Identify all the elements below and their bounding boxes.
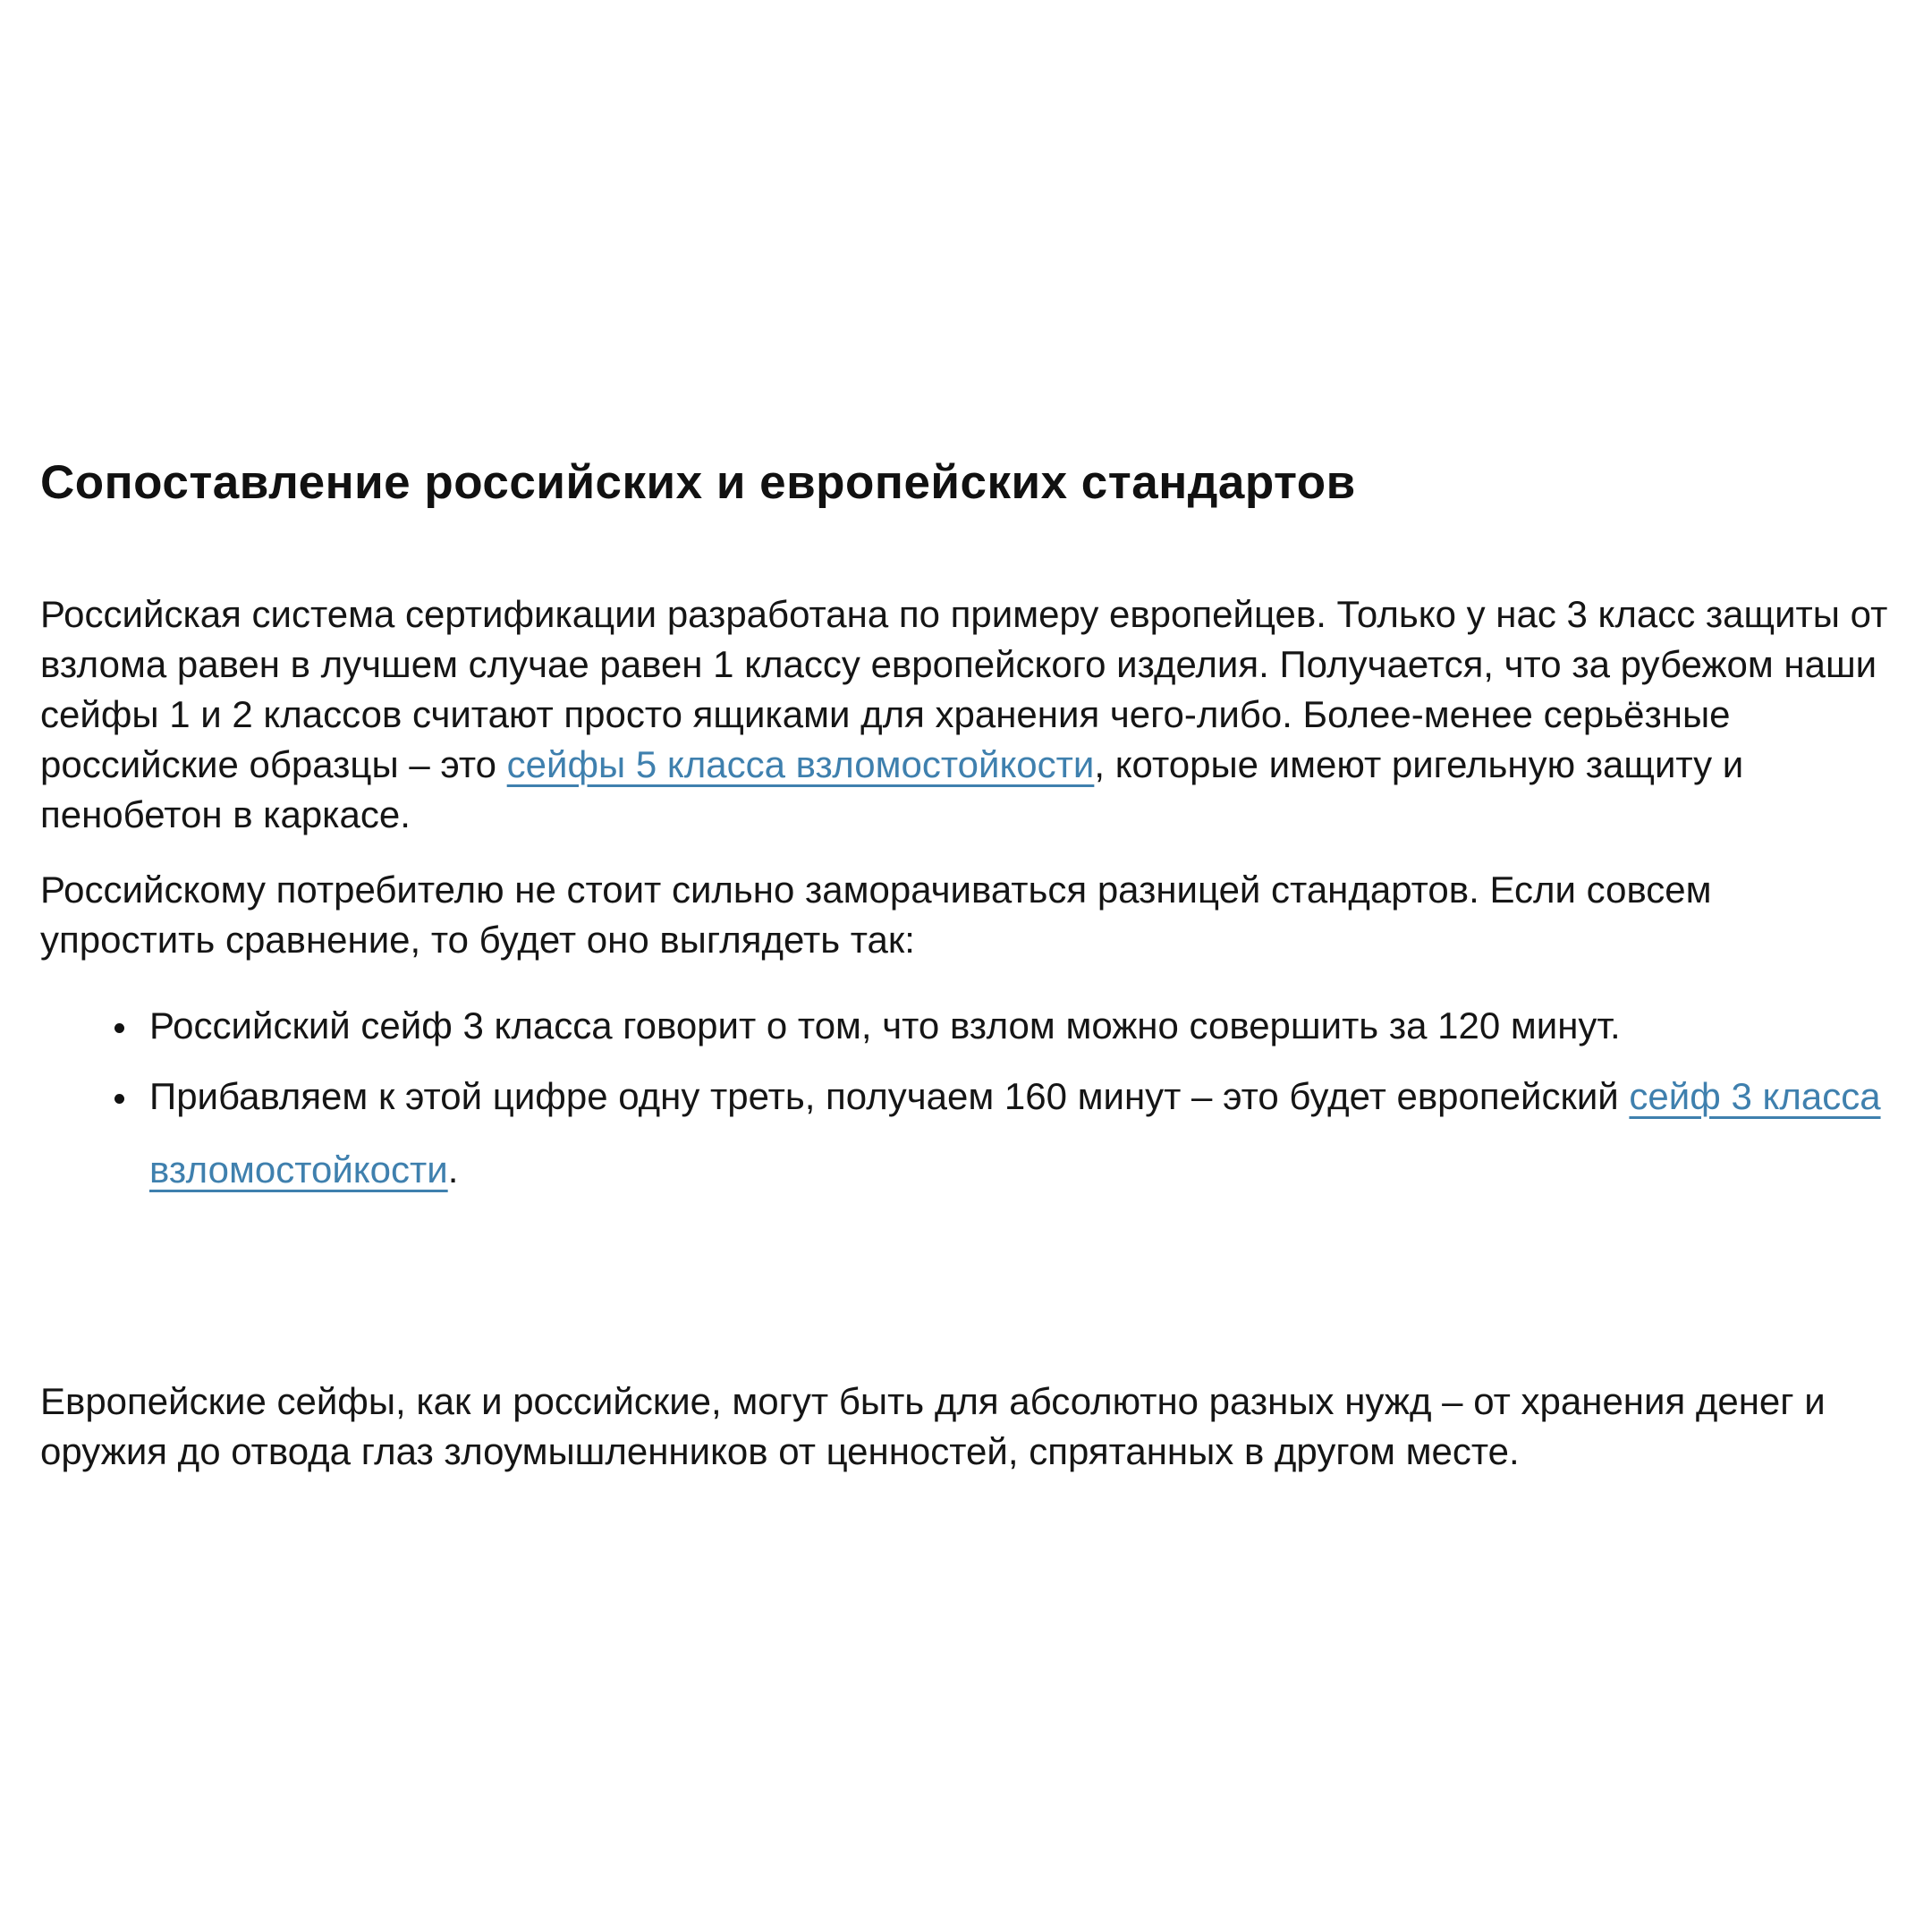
list-item [140, 1001, 1892, 1051]
text-run: Российский сейф 3 класса говорит о том, что взлом можно совершить за 120 минут. [149, 1004, 1621, 1046]
inline-link[interactable]: сейфы 5 класса взломостойкости [506, 743, 1095, 785]
text-run: Российскому потребителю не стоит сильно заморачиваться разницей стандартов. Если совсем упростить сравнение, то будет оно выглядеть так: [40, 869, 1712, 961]
paragraph-european-safes [40, 1377, 1892, 1477]
text-run: Прибавляем к этой цифре одну треть, получаем 160 минут – это будет европейский [149, 1075, 1630, 1117]
page-title: Сопоставление российских и европейских стандартов [40, 456, 1356, 509]
list-item [140, 1060, 1892, 1207]
paragraph-certification [40, 589, 1892, 840]
text-run: . [447, 1148, 459, 1191]
paragraph-comparison-intro [40, 865, 1892, 965]
text-run: Европейские сейфы, как и российские, могут быть для абсолютно разных нужд – от хранения денег и оружия до отвода глаз злоумышленников от ценностей, спрятанных в другом месте. [40, 1380, 1826, 1472]
text-run: , которые имеют ригельную защиту и пенобетон в каркасе. [40, 743, 1744, 835]
text-run: Российская система сертификации разработана по примеру европейцев. Только у нас 3 класс защиты от взлома равен в лучшем случае равен 1 классу европейского изделия. Получается, что за рубежом наши сейфы 1 и 2 классов считают просто ящиками для хранения чего-либо. Более-менее серьёзные российские образцы – это [40, 593, 1888, 785]
comparison-list [40, 1001, 1892, 1207]
inline-link[interactable]: сейф 3 класса взломостойкости [149, 1075, 1881, 1191]
